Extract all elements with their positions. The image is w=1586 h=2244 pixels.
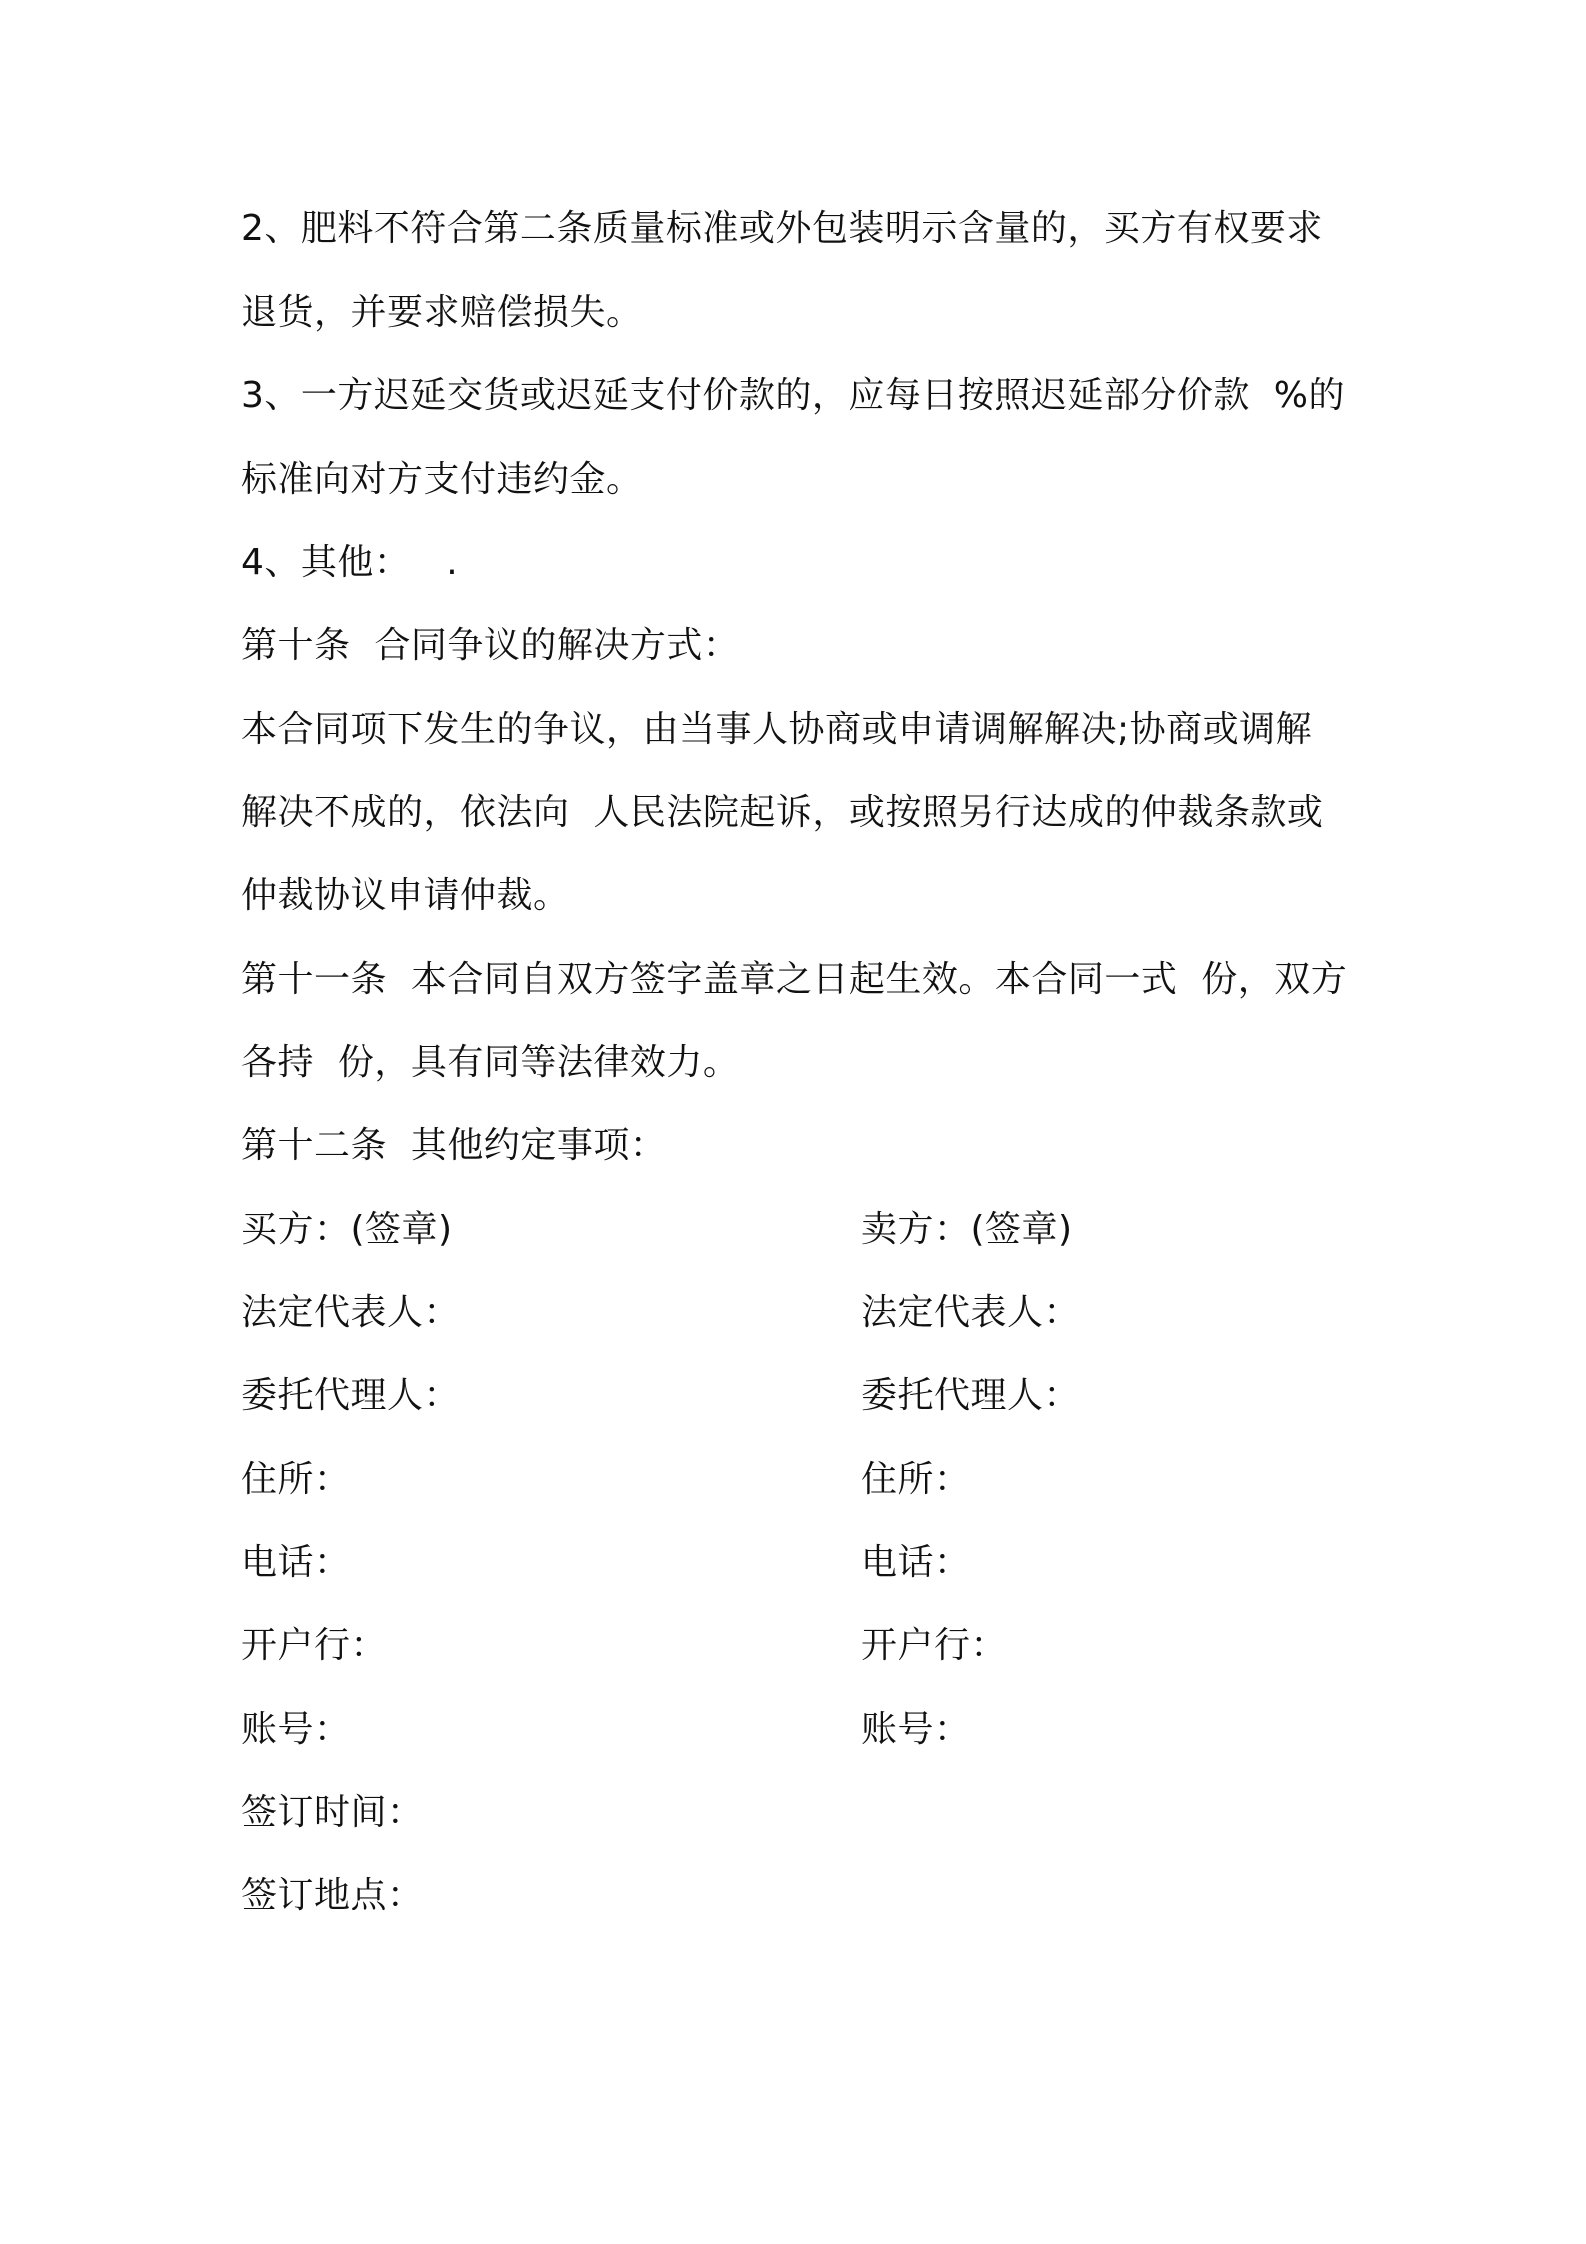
- clause-item3-line2: 标准向对方支付违约金。: [241, 459, 643, 500]
- seller-address-label: 住所：: [861, 1459, 971, 1500]
- buyer-agent-label: 委托代理人：: [241, 1375, 461, 1416]
- signature-row-phone: [241, 1541, 1341, 1585]
- signature-row-bank: [241, 1624, 1341, 1668]
- buyer-phone-label: 电话：: [241, 1542, 351, 1583]
- clause-item2-line2: 退货，并要求赔偿损失。: [241, 292, 643, 333]
- seller-bank-label: 开户行：: [861, 1625, 1008, 1666]
- sign-time-label: 签订时间：: [241, 1792, 424, 1833]
- seller-label: 卖方：(签章): [861, 1209, 1073, 1250]
- article11-line1: 第十一条 本合同自双方签字盖章之日起生效。本合同一式 份，双方: [241, 959, 1348, 1000]
- signature-row-account: [241, 1708, 1341, 1752]
- clause-item4: 4、其他： .: [241, 542, 459, 583]
- seller-agent-label: 委托代理人：: [861, 1375, 1081, 1416]
- clause-item2-line1: 2、肥料不符合第二条质量标准或外包装明示含量的，买方有权要求: [241, 208, 1323, 249]
- signature-row-legal-rep: [241, 1291, 1341, 1335]
- article10-line1: 本合同项下发生的争议，由当事人协商或申请调解解决;协商或调解: [241, 709, 1313, 750]
- seller-phone-label: 电话：: [861, 1542, 971, 1583]
- article11-line2: 各持 份，具有同等法律效力。: [241, 1042, 740, 1083]
- seller-legal-rep-label: 法定代表人：: [861, 1292, 1081, 1333]
- signature-row-party: [241, 1208, 1341, 1252]
- article12-title: 第十二条 其他约定事项：: [241, 1125, 667, 1166]
- article10-title: 第十条 合同争议的解决方式：: [241, 625, 740, 666]
- buyer-address-label: 住所：: [241, 1459, 351, 1500]
- buyer-legal-rep-label: 法定代表人：: [241, 1292, 461, 1333]
- seller-account-label: 账号：: [861, 1709, 971, 1750]
- signature-row-agent: [241, 1374, 1341, 1418]
- clause-item3-line1: 3、一方迟延交货或迟延支付价款的，应每日按照迟延部分价款 %的: [241, 375, 1345, 416]
- signature-row-address: [241, 1458, 1341, 1502]
- buyer-label: 买方：(签章): [241, 1209, 453, 1250]
- article10-line2: 解决不成的，依法向 人民法院起诉，或按照另行达成的仲裁条款或: [241, 792, 1324, 833]
- article10-line3: 仲裁协议申请仲裁。: [241, 875, 570, 916]
- sign-place-label: 签订地点：: [241, 1875, 424, 1916]
- buyer-account-label: 账号：: [241, 1709, 351, 1750]
- buyer-bank-label: 开户行：: [241, 1625, 388, 1666]
